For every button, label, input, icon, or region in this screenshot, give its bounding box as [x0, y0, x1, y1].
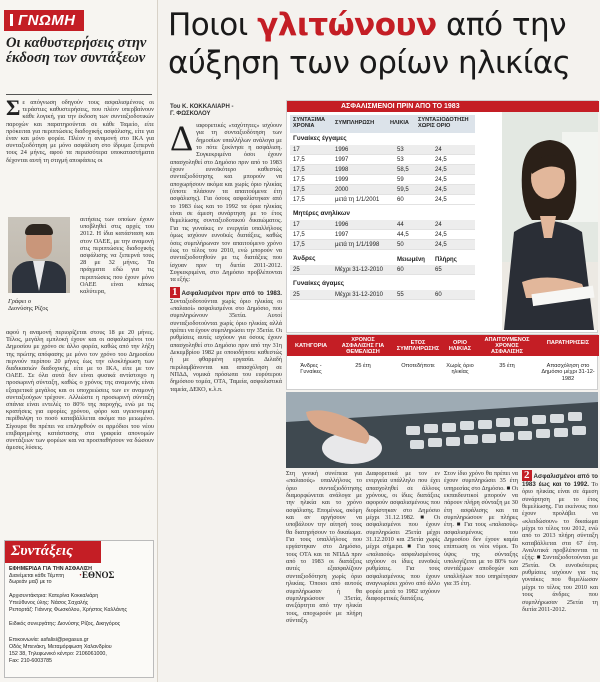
table-row — [290, 155, 475, 165]
table-cell: 1997 — [335, 232, 349, 238]
table-cell: Μέχρι 31-12-2010 — [335, 292, 383, 298]
article-column-2: Στη γενική συνέπεια για «παλαιούς» υπαλλήλους το όριο συνταξιοδότησης διαμορφώνεται ανάλογα με την ηλικία και το χρόνο ασφάλισης. Επομένως, ακόμη και αν αργήσουν να υποβάλουν την αίτησή τους θα διατηρήσουν το δικαίωμα. Για τους υπαλλήλους που εργάστηκαν στο Δημόσιο, τους ΟΤΑ και τα ΝΠΔΔ πριν από το 1983 οι διατάξεις αυτές εξασφαλίζουν συνταξιοδότηση χωρίς όριο ηλικίας. Όποιοι από αυτούς συμπλήρωσαν ή θα συμπληρώσουν 35ετία, ανεξάρτητα από την ηλικία τους, αποχωρούν με πλήρη σύνταξη. — [286, 470, 362, 624]
table-cell: 60 — [397, 267, 404, 273]
table-cell: 24 — [435, 147, 442, 153]
masthead-box: Συντάξεις ΕΦΗΜΕΡΙΔΑ ΓΙΑ ΤΗΝ ΑΣΦΑΛΙΣΗ Διανέμεται κάθε Τέμπτη δωρεάν μαζί με το ·ΕΘΝΟΣ Αρχισυντάκτρια: Κατερίνα Κοκκαλιάρη Υπεύθυνος ύλης: Νάσος Σαχαλής Ρεπορτάζ: Γιάννης Φωσκόλου, Χρήστος Καλλάνης Ειδικός συνεργάτης: Διονύσης Ρίζος, Δικηγόρος Επικοινωνία: asfalisi@pegasus.gr Οδός Μπενάκη, Μεταμόρφωση Χαλανδρίου 152 38, Τηλεφωνικό κέντρο: 2106061000, Fax: 210-6003785 — [4, 540, 154, 678]
table-row — [290, 175, 475, 185]
article-headline: Ποιοι γλιτώνουν από την αύξηση των ορίων ηλικίας — [168, 7, 571, 81]
table-cell: 1997 — [335, 157, 349, 163]
table-row — [290, 220, 475, 230]
table-row — [290, 185, 475, 195]
table-cell: 24,5 — [435, 157, 447, 163]
table-cell: 25 — [293, 267, 300, 273]
byline: Του Κ. ΚΟΚΚΑΛΙΑΡΗ - Γ. ΦΩΣΚΟΛΟΥ — [170, 104, 234, 117]
table-cell: 17,5 — [293, 177, 305, 183]
table-group-label: Άνδρες — [293, 255, 316, 262]
table-cell: 1999 — [335, 177, 349, 183]
table-cell: 53 — [397, 157, 404, 163]
author-photo — [8, 217, 70, 293]
table-header-row: ΣΥΝΤΑΞΙΜΑ ΧΡΟΝΙΑ ΣΥΜΠΛΗΡΩΣΗ ΗΛΙΚΙΑ ΣΥΝΤΑΞΙΟΔΟΤΗΣΗ ΧΩΡΙΣ ΟΡΙΟ — [290, 115, 475, 133]
table-subheader-row — [290, 255, 475, 265]
table-cell: μετά τη 1/1/2001 — [335, 197, 380, 203]
table-cell: 24 — [435, 222, 442, 228]
author-caption: Γράφει ο Διονύσης Ρίζος — [8, 298, 49, 313]
opinion-tag: ΓΝΩΜΗ — [4, 10, 84, 31]
table-row — [290, 165, 475, 175]
table-cell: 17,5 — [293, 232, 305, 238]
table-row — [290, 290, 475, 300]
table-cell: 1996 — [335, 222, 349, 228]
section-1-title: Ασφαλισμένοι πριν από το 1983. — [181, 289, 282, 297]
table-cell: 1996 — [335, 147, 349, 153]
table-banner: ΑΣΦΑΛΙΣΜΕΝΟΙ ΠΡΙΝ ΑΠΟ ΤΟ 1983 — [287, 101, 599, 112]
table-cell: 17,5 — [293, 242, 305, 248]
table-cell: 58,5 — [397, 167, 409, 173]
table-cell: 50 — [397, 242, 404, 248]
section-2: 2 Ασφαλισμένοι από το 1983 έως και το 1992. Το όριο ηλικίας είναι σε άμεση συνάρτηση με το έτος θεμελίωσης. Για εκείνους που έχουν προλάβει να «κλειδώσουν» το δικαίωμα μέχρι το τέλος του 2012, ενώ από το 2013 πλήρη σύνταξη καταβάλλεται στα 67 έτη. Αναλυτικά προβλέπονται τα εξής: ■ Συνταξιοδοτούνται με 25ετία. Οι ευνοϊκότερες ρυθμίσεις ισχύουν για τις γυναίκες που θεμελίωσαν μέχρι το τέλος του 2010 και τους άνδρες που συμπλήρωσαν 25ετία τη διετία 2011-2012. — [522, 470, 598, 613]
opinion-divider — [6, 94, 152, 95]
article-column-5 — [522, 470, 598, 682]
article-dropcap: Δ — [170, 122, 194, 158]
table-cell: 17 — [293, 147, 300, 153]
keyboard-mouse-photo — [286, 392, 598, 468]
woman-at-desk-photo — [502, 112, 598, 330]
table-cell: 24,5 — [435, 242, 447, 248]
table-row — [290, 265, 475, 275]
table-cell: 2000 — [335, 187, 349, 193]
table-cell: 24,5 — [435, 167, 447, 173]
table-group-label: Μητέρες ανηλίκων — [293, 210, 351, 217]
table-cell: μετά τη 1/1/1998 — [335, 242, 380, 248]
opinion-paragraph-3: αφού η αναμονή περιορίζεται στους 18 με 20 μήνες. Τέλος, μεγάλη εμπλοκή έχουν και οι ασφαλισμένοι του Δημοσίου με χρόνο σε άλλο φορέα, καθώς από την λήξη της πρώτης απόφασης με μόνο τον χρόνο του Δημοσίου περνούν περίπου 20 μήνες έως την ολοκλήρωση των διαδικασιών διαδοχικής, είτε με το ΙΚΑ, είτε με τον ΟΑΕΕ. Σε όλα αυτά δεν είναι φυσικά αντίστοιχο η προσωρινή σύνταξη, καθώς ο χρόνος της αναμονής είναι εξαιρετικά μεγάλος και οι υποχρεώσεις των εν αναμονή συνταξιούχων τρέχουν. Αλλιώστε η προσωρινή σύνταξη σπάνια είναι εντελές το 80% της παροχής, ενώ με τις κρατήσεις για εφορίες χρόνου, φόρο και υγειονομική περίθαλψη το ποσό καταβάλλεται ακόμα πιο μειωμένο. Σίγουρα θα πρέπει να επιληφθούν οι αρμόδιοι του νέου επιβαρημένης κατάστασης στα γραφεία απονομών συντάξεων των φορέων και να προσπαθήσουν να δώσουν άμεσες λύσεις. — [6, 329, 154, 452]
table-cell: 65 — [435, 267, 442, 273]
table-cell: 17 — [293, 222, 300, 228]
table-row — [290, 195, 475, 205]
table-cell: 17,5 — [293, 187, 305, 193]
table-row — [290, 145, 475, 155]
category-table: ΚΑΤΗΓΟΡΙΑ ΧΡΟΝΟΣ ΑΣΦΑΛΙΣΗΣ ΓΙΑ ΘΕΜΕΛΙΩΣΗ ΕΤΟΣ ΣΥΜΠΛΗΡΩΣΗΣ ΟΡΙΟ ΗΛΙΚΙΑΣ ΑΠΑΙΤΟΥΜΕΝΟΣ ΧΡΟΝΟΣ ΑΣΦΑΛΙΣΗΣ ΠΑΡΑΤΗΡΗΣΕΙΣ Άνδρες - Γυναίκες 25 έτη Οποτεδήποτε Χωρίς όριο ηλικίας 35 έτη Απασχόληση στο Δημόσιο μέχρι 31-12-1982 — [286, 334, 598, 390]
article-column-3: Διαφορετικά με τον εν ενεργεία υπάλληλο που έχει απασχοληθεί σε άλλους χρόνους, οι ίδιες διατάξεις αφορούν ασφαλισμένους που διορίστηκαν στο Δημόσιο μέχρι 31.12.1982. ■ Οι ασφαλισμένοι που έχουν συμπληρώσει 25ετία μέχρι 31.12.2010 και 25ετία χωρίς μέχρι σήμερα. ■ Για τους «παλαιούς» ασφαλισμένους ισχύουν οι ίδιες ευνοϊκές ρυθμίσεις. Για τους ασφαλισμένους που έχουν αναγνωρίσει χρόνο από άλλο φορέα μετά το 1982 ισχύουν διαφορετικές διατάξεις. — [366, 470, 440, 602]
article-column-1: Δ ιαφορετικές «ταχύτητες» ισχύουν για τη συνταξιοδότηση των δημοσίων υπαλλήλων ανάλογα με το πότε ξεκίνησε η ασφάλιση. Συγκεκριμένα όσοι έχουν απασχοληθεί στο Δημόσιο πριν από το 1983 έχουν ευνοϊκότερο καθεστώς συνταξιοδότησης και μπορούν να αποχωρήσουν ακόμα και χωρίς όριο ηλικίας (όποτε πλάσουν τα απαιτούμενα έτη ασφάλισης). Για όσους ασφαλίστηκαν από το 1983 έως και το 1992 τα όρια ηλικίας είναι σε άμεση συνάρτηση με το έτος θεμελίωσης συνταξιοδοτικού δικαιώματος. Για τις γυναίκες εν ενεργεία υπαλλήλους όμως ισχύουν ευνοϊκές διατάξεις, καθώς όσες συμπλήρωναν τον απαιτούμενο χρόνο έως το τέλος του 2010, ενώ μπορούν να συνταξιοδοτηθούν με τις διατάξεις που ίσχυαν πριν τη διετία 2011-2012. Συγκεκριμένα, στο Δημόσιο προβλέπονται τα εξής: 1 Ασφαλισμένοι πριν από το 1983. Συνταξιοδοτούνται χωρίς όριο ηλικίας οι «παλαιοί» ασφαλισμένοι στο Δημόσιο, που συμπληρώνουν 35ετία. Αυτοί συνταξιοδοτούνται χωρίς όριο ηλικίας αλλά πρέπει να έχουν συμπληρώσει την 35ετία. Οι ρυθμίσεις αυτές ισχύουν για όσους έχουν απασχοληθεί στο Δημόσιο πριν από την 31η Δεκεμβρίου 1982 με οποιοδήποτε καθεστώς ή με φθαρμένη εργασία. Διλαδή περιλαμβάνονται και απασχόληση σε ΝΠΔΔ, νομικά πρόσωπα του ευρύτερου δημόσιου τομέα, ΟΤΑ, Ταμεία, ασφαλιστικά ταμεία, ΔΕΚΟ, κ.λ.π. — [170, 122, 282, 393]
table-cell: 17,5 — [293, 157, 305, 163]
table-cell: 60 — [435, 292, 442, 298]
headline-highlight: γλιτώνουν — [257, 7, 437, 43]
section-1-number: 1 — [172, 285, 178, 298]
table-cell: 17,5 — [293, 167, 305, 173]
table-cell: 44,5 — [397, 232, 409, 238]
ethnos-logo: ·ΕΘΝΟΣ — [79, 570, 115, 580]
table-cell: 24,5 — [435, 177, 447, 183]
woman-illustration — [502, 112, 598, 330]
table-subheader-cell: Πλήρης — [435, 257, 457, 263]
table-cell: 59,5 — [397, 187, 409, 193]
table-cell: 24,5 — [435, 197, 447, 203]
table-cell: 59 — [397, 177, 404, 183]
table-row — [290, 230, 475, 240]
table-cell: 53 — [397, 147, 404, 153]
table-subheader-cell: Μειωμένη — [397, 257, 425, 263]
section-1: 1 Ασφαλισμένοι πριν από το 1983. Συνταξιοδοτούνται χωρίς όριο ηλικίας οι «παλαιοί» ασφαλισμένοι στο Δημόσιο, που συμπληρώνουν 35ετία. Αυτοί συνταξιοδοτούνται χωρίς όριο ηλικίας αλλά πρέπει να έχουν συμπληρώσει την 35ετία. Οι ρυθμίσεις αυτές ισχύουν για όσους έχουν απασχοληθεί στο Δημόσιο πριν από την 31η Δεκεμβρίου 1982 με οποιοδήποτε καθεστώς ή με φθαρμένη εργασία. Διλαδή περιλαμβάνονται και απασχόληση σε ΝΠΔΔ, νομικά πρόσωπα του ευρύτερου δημόσιου τομέα, ΟΤΑ, Ταμεία, ασφαλιστικά ταμεία, ΔΕΚΟ, κ.λ.π. — [170, 285, 282, 393]
keyboard-illustration — [286, 392, 598, 468]
table-row — [290, 240, 475, 250]
table-cell: Μέχρι 31-12-2010 — [335, 267, 383, 273]
masthead-title: Συντάξεις — [5, 541, 101, 563]
opinion-dropcap: Σ — [6, 99, 21, 120]
opinion-sidebar — [0, 0, 158, 682]
table-cell: 17,5 — [293, 197, 305, 203]
opinion-paragraph-1: Σε απόγνωση οδηγούν τους ασφαλισμένους οι τεράστιες καθυστερήσεις, που πλέον υπερβαίνουν κάθε λογική, για την έκδοση των συνταξιοδοτικών παροχών και παρατηρούνται σε κάθε Ταμείο, είτε πρόκειται για περιπτώσεις διαδοχικής ασφάλισης, είτε για έναν και μόνο φορέα. Πλέον η αναμονή στο ΙΚΑ για συνταξιοδότηση με μόνο ασφάλιση στο ίδρυμα ξεπερνά τους 24 μήνες, αφού τα περισσότερα υποκαταστήματα δέχονται αυτή τη στιγμή αποφάσεις οι — [6, 99, 154, 164]
section-2-title: Ασφαλισμένοι από το 1983 έως και το 1992. — [522, 473, 598, 488]
table-cell: 44 — [397, 222, 404, 228]
section-2-number: 2 — [524, 470, 530, 481]
category-table-header: ΚΑΤΗΓΟΡΙΑ ΧΡΟΝΟΣ ΑΣΦΑΛΙΣΗΣ ΓΙΑ ΘΕΜΕΛΙΩΣΗ ΕΤΟΣ ΣΥΜΠΛΗΡΩΣΗΣ ΟΡΙΟ ΗΛΙΚΙΑΣ ΑΠΑΙΤΟΥΜΕΝΟΣ ΧΡΟΝΟΣ ΑΣΦΑΛΙΣΗΣ ΠΑΡΑΤΗΡΗΣΕΙΣ — [287, 335, 599, 356]
table-group-label: Γυναίκες έγγαμες — [293, 135, 347, 142]
table-group-label: Γυναίκες άγαμες — [293, 280, 345, 287]
article-column-4: Στον ίδιο χρόνο θα πρέπει να έχουν συμπληρώσει 35 έτη υπηρεσίας στο Δημόσιο. ■ Οι εκπαιδευτικοί μπορούν να πάρουν πλήρη σύνταξη με 30 έτη ασφάλισης και τα συμπληρώσουν με πλήρες έτη. ■ Για τους «παλαιούς» ασφαλισμένους του Δημοσίου δεν έχουν καμία επίπτωση οι νέοι νόμοι. Το ύψος της σύνταξης υπολογίζεται με το 80% των συντάξιμων αποδοχών και υπαλλήλων που υπηρέτησαν για 35 έτη. — [444, 470, 518, 588]
opinion-title: Οι καθυστερήσεις στην έκδοση των συντάξεων — [6, 35, 147, 66]
table-cell: 1998 — [335, 167, 349, 173]
table-cell: 24,5 — [435, 232, 447, 238]
table-cell: 55 — [397, 292, 404, 298]
table-cell: 60 — [397, 197, 404, 203]
author-name: Διονύσης Ρίζος — [8, 305, 49, 313]
table-cell: 24,5 — [435, 187, 447, 193]
table-cell: 25 — [293, 292, 300, 298]
opinion-paragraph-2: αιτήσεις των οποίων έχουν υποβληθεί στις αρχές του 2012. Η ίδια κατάσταση και στον ΟΑΕΕ, με την αναμονή στις περιπτώσεις διαδοχικής ασφάλισης να ξεπερνά τους 28 με 32 μήνες. Τα πράγματα εδώ για τις περιπτώσεις που έχουν μόνο ΟΑΕΕ είναι κάπως καλύτερα, — [80, 216, 154, 296]
